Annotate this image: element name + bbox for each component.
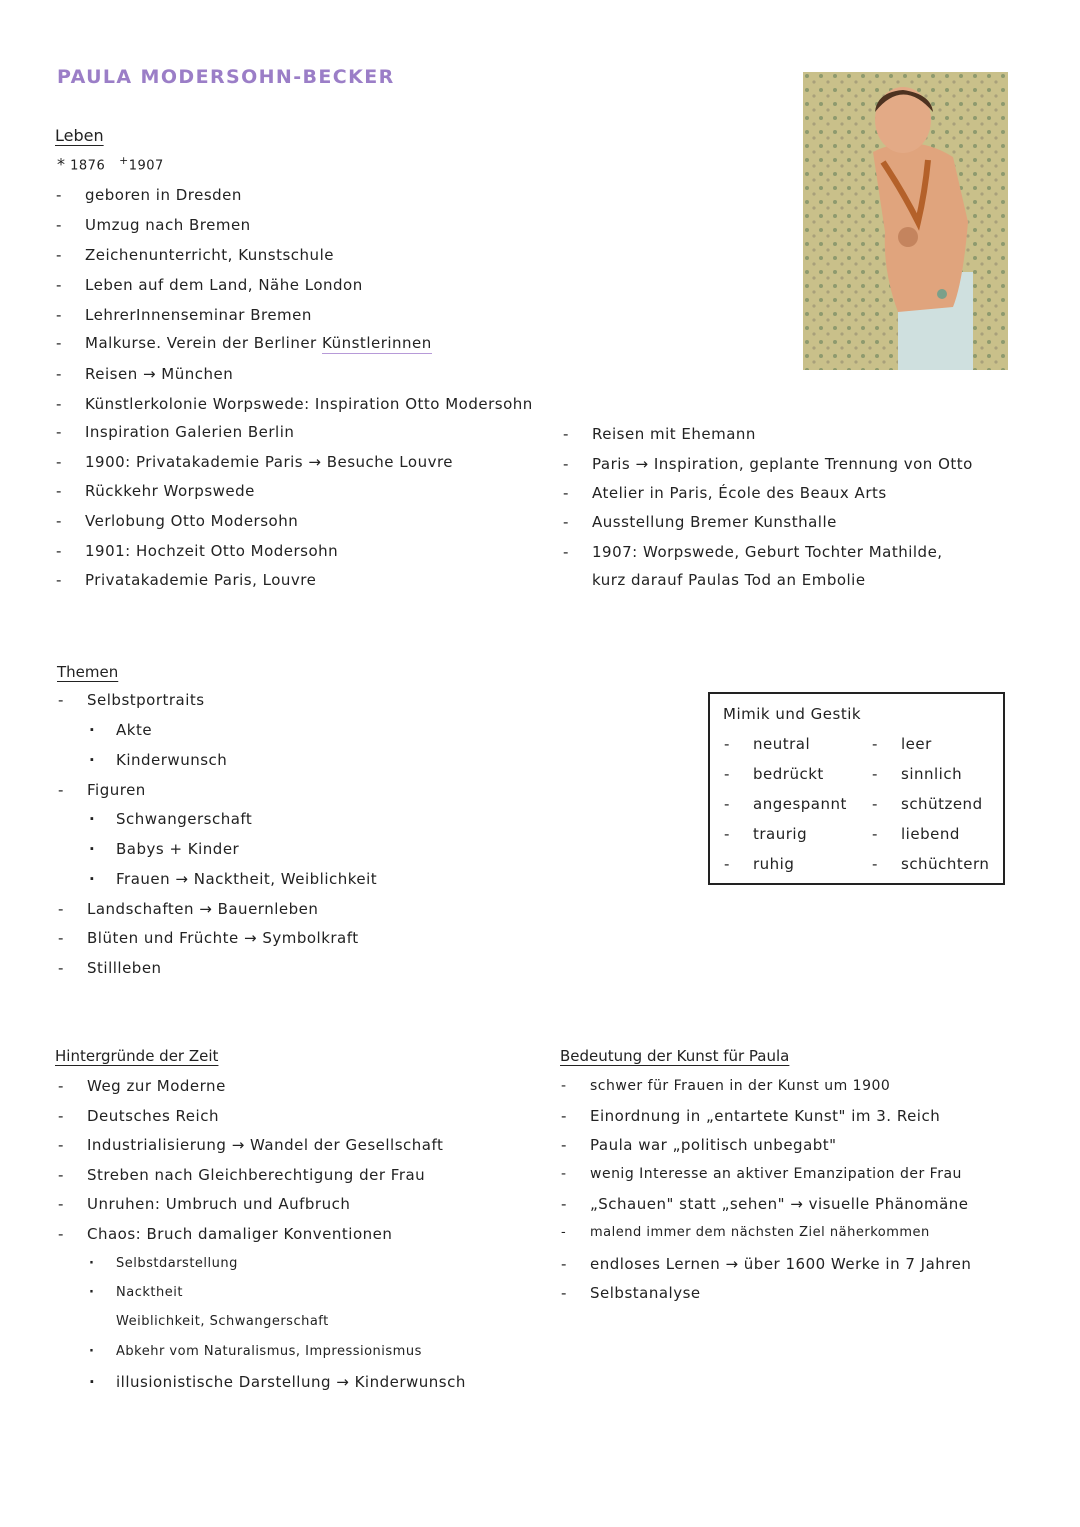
themen-item: - Figuren [87, 781, 146, 799]
hintergruende-item: - Streben nach Gleichberechtigung der Frau [87, 1166, 425, 1184]
bedeutung-item: - Einordnung in „entartete Kunst" im 3. Reich [590, 1107, 940, 1125]
birth-year: 1876 [70, 158, 106, 174]
hintergruende-item: - Chaos: Bruch damaliger Konventionen [87, 1225, 392, 1243]
mimik-heading: Mimik und Gestik [723, 705, 862, 723]
themen-subitem: · Babys + Kinder [116, 840, 239, 858]
leben-right-item: - 1907: Worpswede, Geburt Tochter Mathilde, [592, 543, 943, 561]
mimik-left-item: - angespannt [753, 795, 847, 813]
hintergruende-item: - Weg zur Moderne [87, 1077, 226, 1095]
themen-subitem: · Akte [116, 721, 152, 739]
hintergruende-subitem: · Nacktheit [116, 1285, 183, 1300]
mimik-left-item: - ruhig [753, 855, 794, 873]
hintergruende-subitem: · Selbstdarstellung [116, 1256, 238, 1271]
hintergruende-item: - Industrialisierung → Wandel der Gesellschaft [87, 1136, 443, 1154]
birth-sign: * [57, 154, 66, 174]
hintergruende-subitem: · Abkehr vom Naturalismus, Impressionismus [116, 1344, 422, 1359]
kuenstlerinnen-highlight: Künstlerinnen [322, 334, 432, 352]
mimik-left-item: - bedrückt [753, 765, 824, 783]
themen-heading: Themen [57, 663, 119, 681]
leben-item: - 1901: Hochzeit Otto Modersohn [85, 542, 338, 560]
bedeutung-item: - malend immer dem nächsten Ziel näherkommen [590, 1225, 930, 1240]
leben-heading: Leben [55, 126, 104, 145]
leben-right-item: - Paris → Inspiration, geplante Trennung von Otto [592, 455, 973, 473]
bedeutung-heading: Bedeutung der Kunst für Paula [560, 1047, 790, 1065]
leben-item-text: Malkurse. Verein der Berliner [85, 334, 317, 352]
self-portrait-painting [803, 72, 1008, 370]
bedeutung-item: - Selbstanalyse [590, 1284, 701, 1302]
page-title: PAULA MODERSOHN-BECKER [57, 66, 395, 88]
hintergruende-item: - Deutsches Reich [87, 1107, 219, 1125]
mimik-left-item: - neutral [753, 735, 810, 753]
hintergruende-heading: Hintergründe der Zeit [55, 1047, 219, 1065]
bedeutung-item: - endloses Lernen → über 1600 Werke in 7 Jahren [590, 1255, 971, 1273]
bedeutung-item: - schwer für Frauen in der Kunst um 1900 [590, 1078, 890, 1094]
hintergruende-subitem: · illusionistische Darstellung → Kinderwunsch [116, 1373, 466, 1391]
bedeutung-item: - wenig Interesse an aktiver Emanzipation der Frau [590, 1166, 962, 1182]
hintergruende-item: - Unruhen: Umbruch und Aufbruch [87, 1195, 350, 1213]
themen-subitem: · Schwangerschaft [116, 810, 252, 828]
leben-item: - Künstlerkolonie Worpswede: Inspiration Otto Modersohn [85, 395, 533, 413]
leben-item-malkurse [85, 334, 432, 352]
themen-item: - Blüten und Früchte → Symbolkraft [87, 929, 359, 947]
leben-item: - Privatakademie Paris, Louvre [85, 571, 316, 589]
leben-item: - Reisen → München [85, 365, 233, 383]
leben-right-continuation: kurz darauf Paulas Tod an Embolie [592, 571, 866, 589]
leben-right-item: - Atelier in Paris, École des Beaux Arts [592, 484, 887, 502]
themen-item: - Landschaften → Bauernleben [87, 900, 318, 918]
themen-subitem: · Kinderwunsch [116, 751, 227, 769]
mimik-right-item: - schützend [901, 795, 983, 813]
leben-item: - Zeichenunterricht, Kunstschule [85, 246, 334, 264]
mimik-right-item: - liebend [901, 825, 960, 843]
leben-item: - LehrerInnenseminar Bremen [85, 306, 312, 324]
leben-item: - geboren in Dresden [85, 186, 242, 204]
themen-item: - Stillleben [87, 959, 162, 977]
leben-item: - 1900: Privatakademie Paris → Besuche Louvre [85, 453, 453, 471]
mimik-left-item: - traurig [753, 825, 807, 843]
leben-item: - Umzug nach Bremen [85, 216, 251, 234]
birth-death-years [57, 154, 164, 173]
leben-item: - Leben auf dem Land, Nähe London [85, 276, 363, 294]
death-year: 1907 [128, 158, 164, 174]
mimik-right-item: - leer [901, 735, 932, 753]
death-sign: + [119, 154, 129, 167]
themen-subitem: · Frauen → Nacktheit, Weiblichkeit [116, 870, 377, 888]
themen-item: - Selbstportraits [87, 691, 205, 709]
leben-item: - Inspiration Galerien Berlin [85, 423, 294, 441]
leben-right-item: - Reisen mit Ehemann [592, 425, 756, 443]
hintergruende-subitem: Weiblichkeit, Schwangerschaft [116, 1314, 329, 1329]
leben-item: - Verlobung Otto Modersohn [85, 512, 298, 530]
leben-item: - Rückkehr Worpswede [85, 482, 255, 500]
mimik-right-item: - schüchtern [901, 855, 989, 873]
bedeutung-item: - Paula war „politisch unbegabt" [590, 1136, 837, 1154]
leben-right-item: - Ausstellung Bremer Kunsthalle [592, 513, 837, 531]
mimik-right-item: - sinnlich [901, 765, 962, 783]
bedeutung-item: - „Schauen" statt „sehen" → visuelle Phänomäne [590, 1195, 969, 1213]
